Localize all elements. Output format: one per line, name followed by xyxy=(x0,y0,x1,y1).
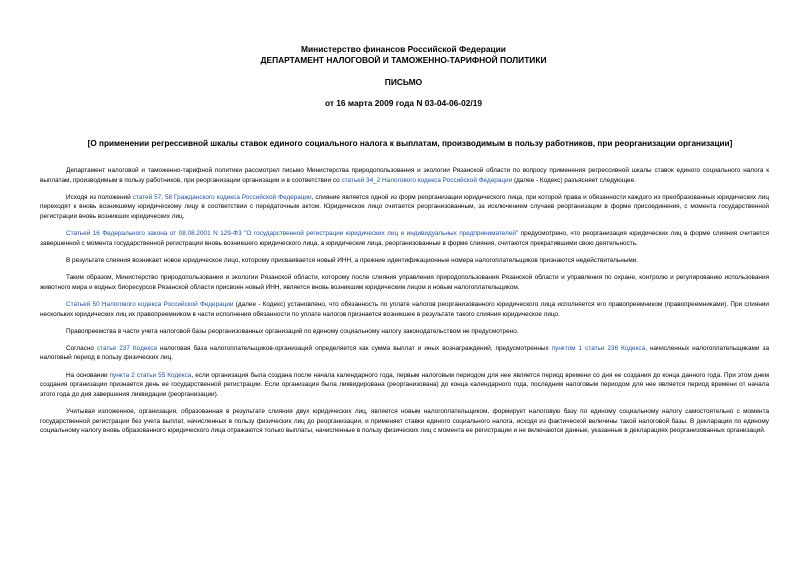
document-title: [О применении регрессивной шкалы ставок единого социального налога к выплатам, производимым в пользу работников, при реорганизации организации] xyxy=(87,139,733,148)
paragraph-9 xyxy=(40,371,769,400)
link-article-34-2[interactable]: статьей 34_2 Налогового кодекса Российской Федерации xyxy=(341,176,513,184)
paragraph-4 xyxy=(40,256,769,266)
paragraph-7 xyxy=(40,327,769,337)
paragraph-6 xyxy=(40,300,769,319)
paragraph-text: Департамент налоговой и таможенно-тарифной политики рассмотрел письмо Министерства природопользования и экологии Рязанской области по вопросу применения регрессивной шкалы ставок единого социального налога к выплатам, производимым в пользу работников, при реорганизации организации и в соответствии со xyxy=(40,167,769,184)
paragraph-8 xyxy=(40,344,769,363)
ministry-name: Министерство финансов Российской Федерации xyxy=(301,44,506,54)
link-article-236-p1[interactable]: пунктом 1 статьи 236 Кодекса xyxy=(551,344,646,352)
department-name: ДЕПАРТАМЕНТ НАЛОГОВОЙ И ТАМОЖЕННО-ТАРИФНОЙ ПОЛИТИКИ xyxy=(260,55,547,65)
paragraph-10 xyxy=(40,407,769,436)
paragraph-text: Правопреемства в части учета налоговой базы реорганизованных организаций по единому социальному налогу законодательством не предусмотрено. xyxy=(66,327,519,335)
link-article-55-p2[interactable]: пункта 2 статьи 55 Кодекса xyxy=(109,371,192,379)
document-body xyxy=(40,166,769,443)
link-tax-code-article-50[interactable]: Статьей 50 Налогового кодекса Российской Федерации xyxy=(66,300,234,308)
paragraph-text: Согласно xyxy=(66,344,97,352)
paragraph-3 xyxy=(40,229,769,248)
paragraph-text: , слияние является одной из форм реорганизации юридического лица, при которой права и обязанности каждого из преобразованных юридических лиц переходят к вновь возникшему юридическому лицу в соответствии с передаточным актом. Юридическое лицо считается реорганизованным, за исключением случаев реорганизации в форме присоединения, с момента государственной регистрации вновь возникших юридических лиц. xyxy=(40,193,769,220)
link-article-237[interactable]: статье 237 Кодекса xyxy=(96,344,157,352)
link-civil-code-57-58[interactable]: статей 57, 58 Гражданского кодекса Российской Федерации xyxy=(132,193,312,201)
paragraph-text: Учитывая изложенное, организация, образованная в результате слияния двух юридических лиц, является новым налогоплательщиком, формирует налоговую базу по единому социальному налогу самостоятельно с момента государственной регистрации без учета выплат, начисленных в пользу физических лиц до реорганизации, и применяет ставки единого социального налога, исходя из фактической величины такой налоговой базы. В декларации по единому социальному налогу вновь образованного юридического лица отражаются только выплаты, начисленные в пользу физических лиц с момента ее регистрации и не включаются данные, указанные в декларациях реорганизованных организаций. xyxy=(40,408,769,435)
document-date-number: от 16 марта 2009 года N 03-04-06-02/19 xyxy=(324,98,483,108)
paragraph-text: , начисленных налогоплательщиками за налоговый период в пользу физических лиц. xyxy=(40,344,769,362)
paragraph-text: (далее - Кодекс) разъясняет следующее. xyxy=(512,176,636,184)
paragraph-text: (далее - Кодекс) установлено, что обязанность по уплате налогов реорганизованного юридического лица исполняется его правопреемником (правопреемниками). При слиянии нескольких юридических лиц их правопреемником в части исполнения обязанности по уплате налогов признается возникшее в результате такого слияния юридическое лицо. xyxy=(40,300,769,318)
document-type: ПИСЬМО xyxy=(384,77,423,87)
paragraph-text: налоговая база налогоплательщиков-организаций определяется как сумма выплат и иных вознаграждений, предусмотренных xyxy=(156,344,552,352)
link-federal-law-129[interactable]: Статьей 16 Федерального закона от 08.08.2001 N 129-ФЗ "О государственной регистрации юридических лиц и индивидуальных предпринимателей" xyxy=(66,230,519,238)
paragraph-text: Исходя из положений xyxy=(66,193,133,201)
paragraph-text: Таким образом, Министерство природопользования и экологии Рязанской области, которому после слияния управления природопользования Рязанской области и управления по охране, контролю и регулированию использования животного мира и водных биоресурсов Рязанской области присвоен новый ИНН, является вновь возникшим юридическим лицом и новым налогоплательщиком. xyxy=(40,274,769,291)
paragraph-2 xyxy=(40,193,769,222)
paragraph-5 xyxy=(40,273,769,292)
paragraph-text: предусмотрено, что реорганизация юридических лиц в форме слияния считается завершенной с момента государственной регистрации вновь возникшего юридического лица, а юридические лица, реорганизованные в форме слияния, считаются прекратившими свою деятельность. xyxy=(40,230,769,247)
paragraph-text: На основании xyxy=(66,371,110,379)
paragraph-1 xyxy=(40,166,769,185)
paragraph-text: , если организация была создана после начала календарного года, первым налоговым периодом для нее является период времени со дня ее создания до конца данного года. При этом днем создания организации признается день ее государственной регистрации. Если организация была ликвидирована (реорганизована) до конца календарного года, последним налоговым периодом для нее является период времени от начала этого года до дня завершения ликвидации (реорганизации). xyxy=(40,371,770,398)
paragraph-text: В результате слияния возникает новое юридическое лицо, которому присваивается новый ИНН, а прежние идентификационные номера налогоплательщиков признаются недействительными. xyxy=(66,256,639,264)
